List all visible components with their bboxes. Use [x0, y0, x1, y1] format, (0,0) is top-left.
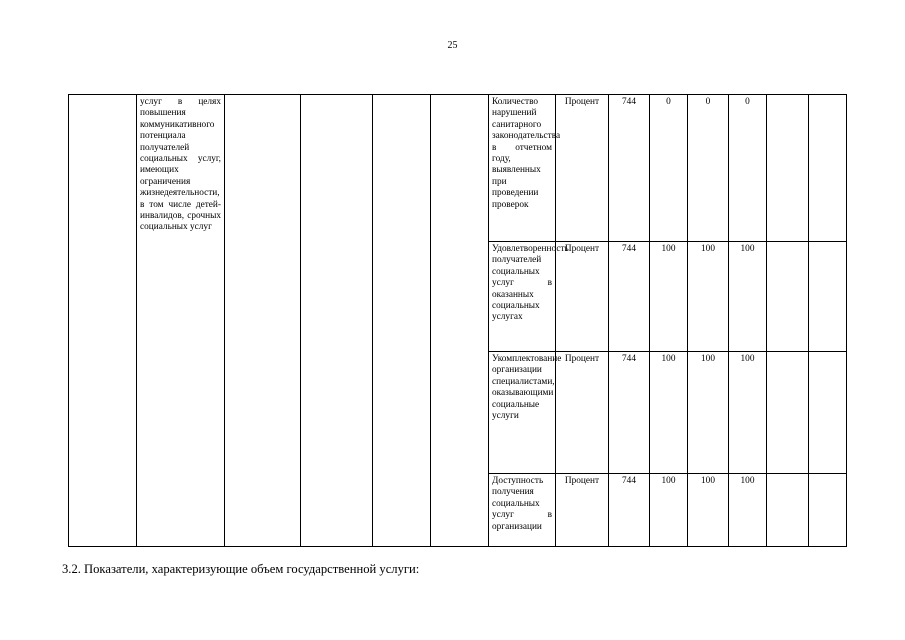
unit-cell: Процент	[556, 352, 609, 474]
empty-cell	[809, 352, 847, 474]
value-cell: 100	[729, 242, 767, 352]
empty-cell	[767, 242, 809, 352]
empty-cell	[373, 95, 431, 547]
page-number: 25	[447, 40, 458, 51]
indicator-name-cell: Укомплектование организации специалистами, оказывающими социальные услуги	[489, 352, 556, 474]
unit-cell: Процент	[556, 95, 609, 242]
value-cell: 100	[688, 242, 729, 352]
code-cell: 744	[609, 352, 650, 474]
indicator-name-cell: Количество нарушений санитарного законодательства в отчетном году, выявленных при проведении проверок	[489, 95, 556, 242]
service-description-cell: услуг в целях повышения коммуникативного потенциала получателей социальных услуг, имеющих ограничения жизнедеятельности, в том числе детей-инвалидов, срочных социальных услуг	[137, 95, 225, 547]
code-cell: 744	[609, 95, 650, 242]
value-cell: 0	[650, 95, 688, 242]
value-cell: 100	[729, 352, 767, 474]
code-cell: 744	[609, 474, 650, 547]
value-cell: 100	[729, 474, 767, 547]
empty-cell	[767, 474, 809, 547]
empty-cell	[809, 95, 847, 242]
value-cell: 100	[650, 352, 688, 474]
code-cell: 744	[609, 242, 650, 352]
empty-cell	[767, 352, 809, 474]
empty-cell	[431, 95, 489, 547]
empty-cell	[809, 474, 847, 547]
table-row	[69, 95, 847, 242]
value-cell: 0	[688, 95, 729, 242]
value-cell: 100	[650, 474, 688, 547]
indicators-table	[68, 94, 847, 547]
indicator-name-cell: Доступность получения социальных услуг в организации	[489, 474, 556, 547]
empty-cell	[809, 242, 847, 352]
empty-cell	[767, 95, 809, 242]
value-cell: 100	[650, 242, 688, 352]
value-cell: 100	[688, 474, 729, 547]
value-cell: 100	[688, 352, 729, 474]
empty-cell	[225, 95, 301, 547]
section-heading: 3.2. Показатели, характеризующие объем государственной услуги:	[62, 562, 420, 576]
unit-cell: Процент	[556, 474, 609, 547]
indicator-name-cell: Удовлетворенность получателей социальных услуг в оказанных социальных услугах	[489, 242, 556, 352]
value-cell: 0	[729, 95, 767, 242]
empty-cell	[69, 95, 137, 547]
unit-cell: Процент	[556, 242, 609, 352]
empty-cell	[301, 95, 373, 547]
